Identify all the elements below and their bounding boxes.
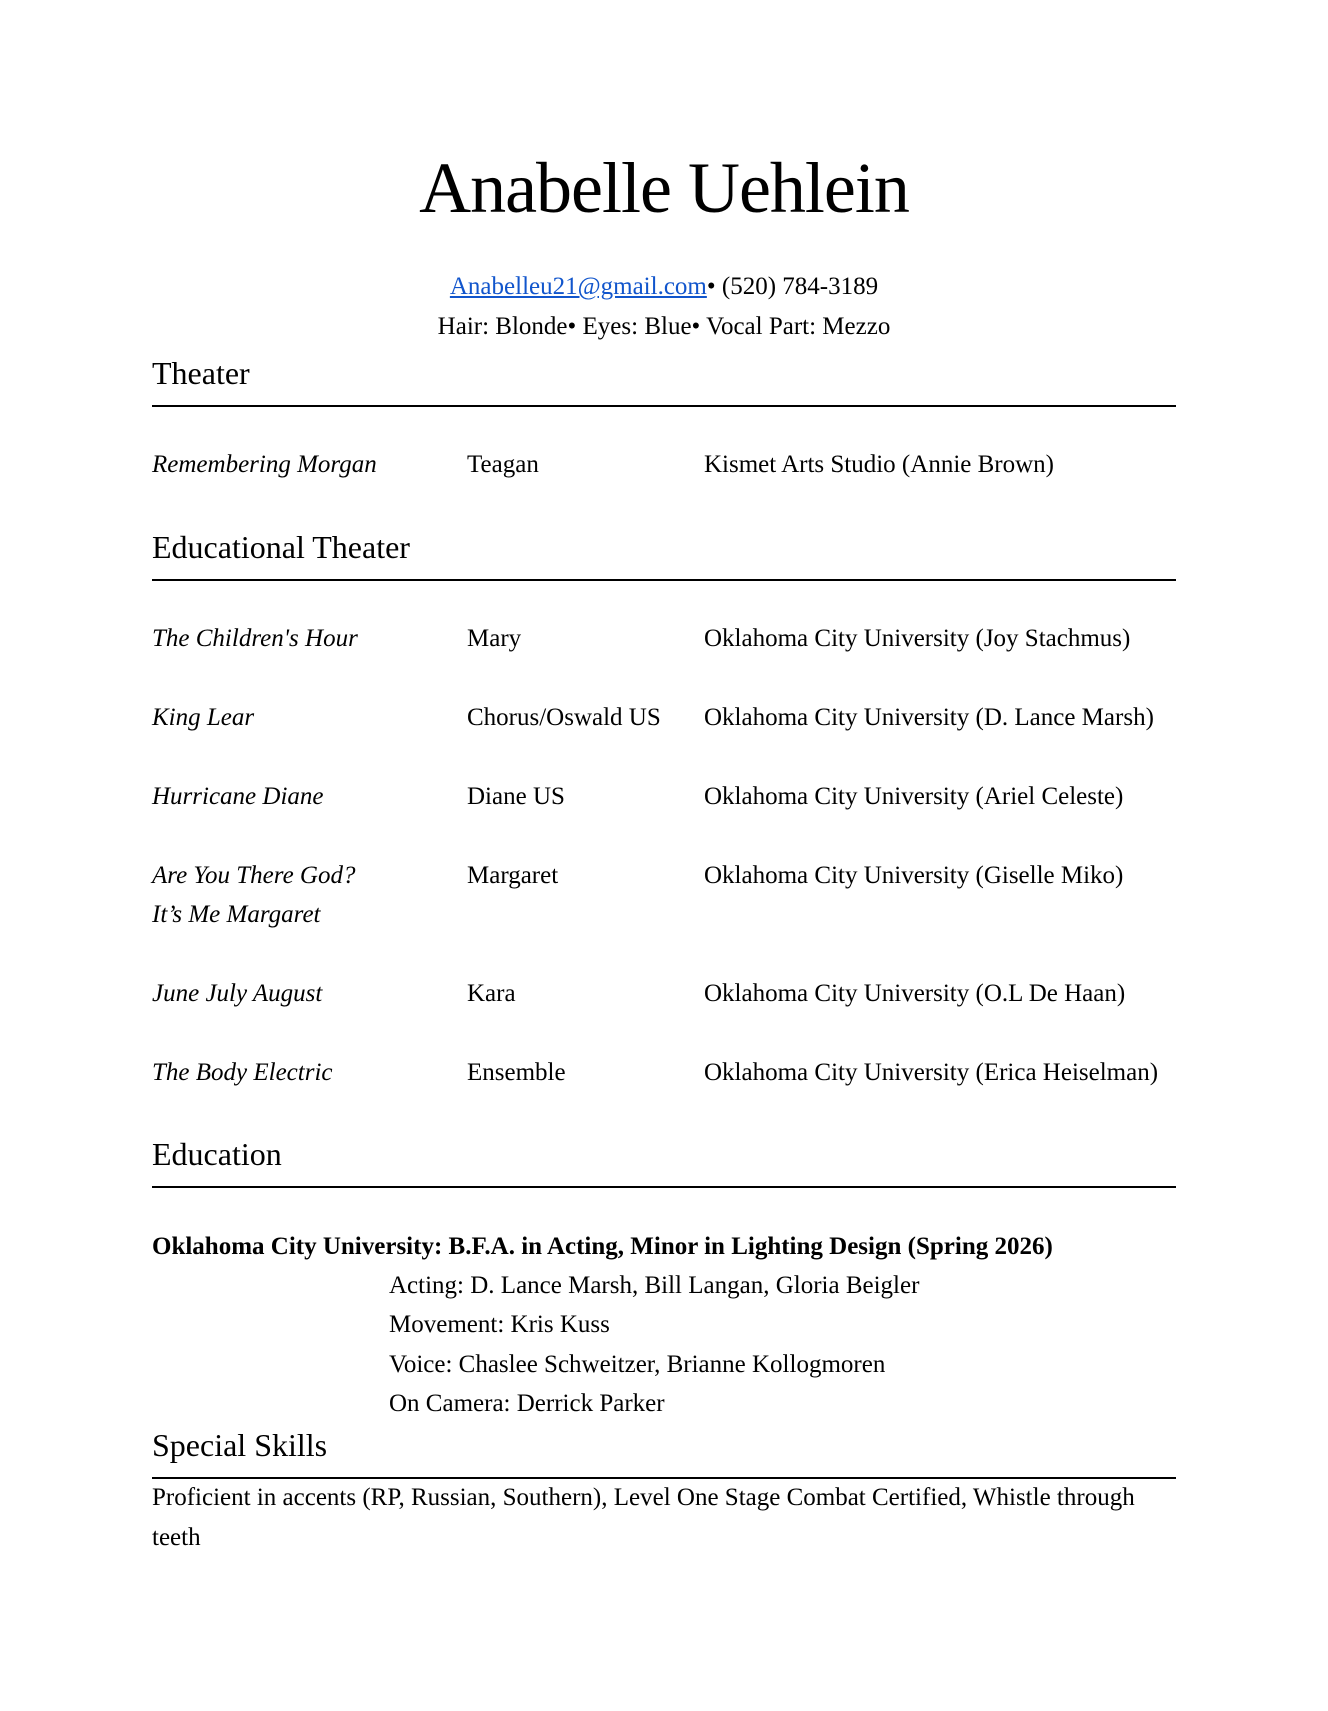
role-name: Diane US bbox=[467, 783, 565, 810]
hair-stat: Hair: Blonde bbox=[437, 313, 568, 340]
section-divider bbox=[152, 579, 1176, 581]
show-title: Hurricane Diane bbox=[152, 783, 324, 810]
training-item: On Camera: Derrick Parker bbox=[389, 1390, 665, 1417]
venue-director: Oklahoma City University (O.L De Haan) bbox=[704, 980, 1126, 1007]
bullet-separator: • bbox=[706, 273, 716, 300]
degree-line: Oklahoma City University: B.F.A. in Acting, Minor in Lighting Design (Spring 2026) bbox=[152, 1233, 1053, 1260]
venue-director: Oklahoma City University (Ariel Celeste) bbox=[704, 783, 1124, 810]
bullet-separator: • bbox=[691, 313, 701, 340]
phone-number: (520) 784-3189 bbox=[715, 273, 879, 300]
role-name: Ensemble bbox=[467, 1059, 566, 1086]
section-title-education: Education bbox=[152, 1136, 282, 1172]
training-item: Movement: Kris Kuss bbox=[389, 1311, 610, 1338]
role-name: Margaret bbox=[467, 862, 559, 889]
section-divider bbox=[152, 1186, 1176, 1188]
show-title: Remembering Morgan bbox=[152, 451, 377, 478]
show-title: The Children's Hour bbox=[152, 625, 358, 652]
show-title: June July August bbox=[152, 980, 323, 1007]
section-title-theater: Theater bbox=[152, 355, 250, 391]
eyes-stat: Eyes: Blue bbox=[576, 313, 692, 340]
contact-line bbox=[0, 272, 1328, 302]
section-title-special-skills: Special Skills bbox=[152, 1427, 328, 1463]
section-divider bbox=[152, 405, 1176, 407]
venue-director: Kismet Arts Studio (Annie Brown) bbox=[704, 451, 1054, 478]
role-name: Kara bbox=[467, 980, 516, 1007]
email-link[interactable]: Anabelleu21@gmail.com bbox=[449, 273, 707, 300]
role-name: Mary bbox=[467, 625, 522, 652]
skills-text: Proficient in accents (RP, Russian, Southern), Level One Stage Combat Certified, Whistle through teeth bbox=[152, 1484, 1135, 1551]
venue-director: Oklahoma City University (Giselle Miko) bbox=[704, 862, 1124, 889]
show-title: The Body Electric bbox=[152, 1059, 333, 1086]
show-title-line2: It’s Me Margaret bbox=[152, 901, 321, 928]
vocal-part-stat: Vocal Part: Mezzo bbox=[700, 313, 891, 340]
venue-director: Oklahoma City University (Joy Stachmus) bbox=[704, 625, 1131, 652]
training-item: Acting: D. Lance Marsh, Bill Langan, Gloria Beigler bbox=[389, 1272, 920, 1299]
bullet-separator: • bbox=[567, 313, 577, 340]
role-name: Chorus/Oswald US bbox=[467, 704, 661, 731]
stats-line bbox=[0, 312, 1328, 342]
show-title: Are You There God? bbox=[152, 862, 356, 889]
role-name: Teagan bbox=[467, 451, 539, 478]
section-title-educational-theater: Educational Theater bbox=[152, 529, 410, 565]
training-item: Voice: Chaslee Schweitzer, Brianne Kollogmoren bbox=[389, 1351, 886, 1378]
venue-director: Oklahoma City University (D. Lance Marsh) bbox=[704, 704, 1154, 731]
resume-name: Anabelle Uehlein bbox=[419, 148, 909, 228]
show-title: King Lear bbox=[152, 704, 255, 731]
venue-director: Oklahoma City University (Erica Heiselman) bbox=[704, 1059, 1159, 1086]
